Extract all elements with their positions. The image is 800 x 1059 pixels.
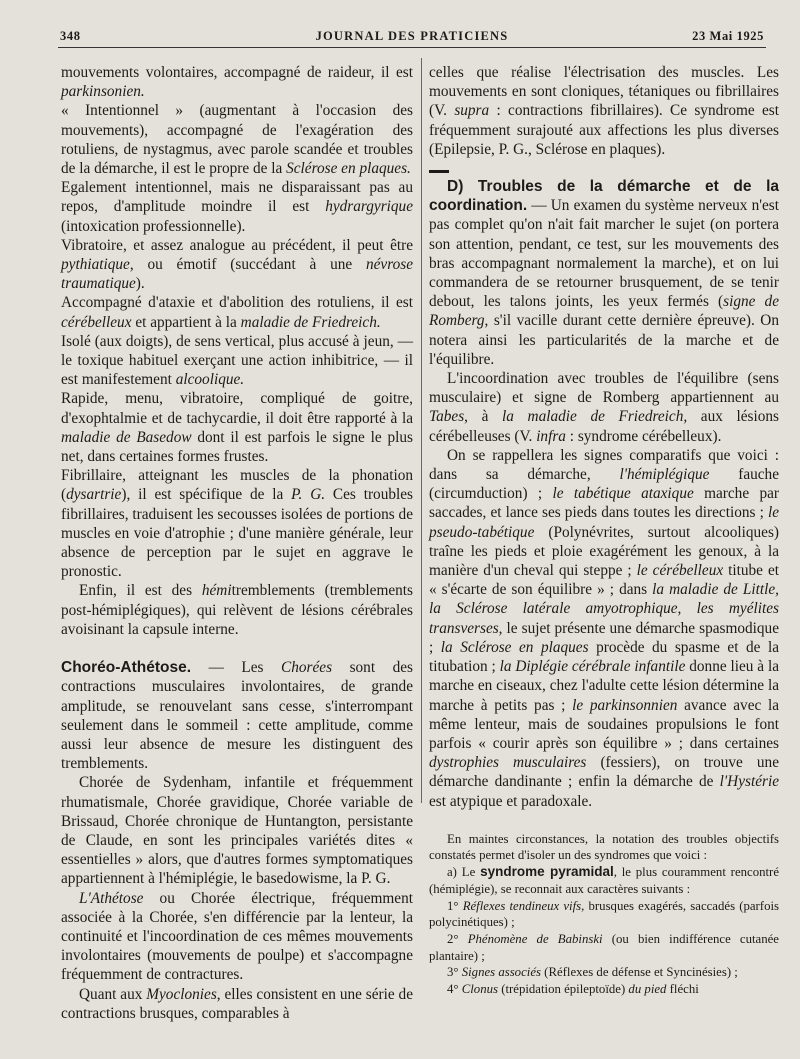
page-header bbox=[60, 27, 764, 47]
section-troubles-demarche: D) Troubles de la démarche et de la coordination. — Un examen du système nerveux n'est pas complet qu'on n'ait fait marcher le sujet (on portera son attention, pendant, ce test, sur les mouvements des bras accompagnant normalement la marche), et on lui commandera de se retourner brusquement, de se tenir debout, les talons joints, les yeux fermés (signe de Romberg, s'il vacille durant cette dernière épreuve). On notera ainsi les particularités de la marche et de l'équilibre. bbox=[429, 178, 779, 368]
paragraph: a) Le syndrome pyramidal, le plus couramment rencontré (hémiplégie), se reconnait aux caractères suivants : bbox=[429, 864, 779, 896]
paragraph: mouvements volontaires, accompagné de raideur, il est parkinsonien. bbox=[61, 64, 413, 101]
paragraph: Egalement intentionnel, mais ne disparaissant pas au repos, d'amplitude moindre il est hydrargyrique (intoxication professionnelle). bbox=[61, 179, 413, 235]
section-heading: D) Troubles de la démarche et de la coordination. bbox=[429, 178, 779, 215]
paragraph: Rapide, menu, vibratoire, compliqué de goitre, d'exophtalmie et de tachycardie, il doit être rapporté à la maladie de Basedow dont il est parfois le signe le plus net, dans certaines formes frustes. bbox=[61, 390, 413, 466]
paragraph: Vibratoire, et assez analogue au précédent, il peut être pythiatique, ou émotif (succédant à une névrose traumatique). bbox=[61, 236, 413, 293]
paragraph: On se rappellera les signes comparatifs que voici : dans sa démarche, l'hémiplégique fauche (circumduction) ; le tabétique ataxique marche par saccades, et lance ses pieds dans toutes les directions ; le pseudo-tabétique (Polynévrites, surtout alcooliques) traîne les pieds et ploie exagérément les genoux, à la manière d'un cheval qui steppe ; le cérébelleux titube et « s'écarte de son équilibre » ; dans la maladie de Little, la Sclérose latérale amyotrophique, les myélites transverses, le sujet présente une démarche spasmodique ; la Sclérose en plaques procède du spasme et de la titubation ; la Diplégie cérébrale infantile donne lieu à la marche en ciseaux, chez l'adulte cette lésion détermine la marche à petits pas ; le parkinsonnien avance avec la même lenteur, mais de soudaines propulsions le font parfois « courir après son équilibre » ; dans certaines dystrophies musculaires (fessiers), on trouve une démarche dandinante ; enfin la démarche de l'Hystérie est atypique et paradoxale. bbox=[429, 446, 780, 810]
page-number: 348 bbox=[60, 29, 81, 43]
section-separator: ▬▬ bbox=[429, 165, 449, 177]
section-choreo-athetose: Choréo-Athétose. — Les Chorées sont des contractions musculaires involontaires, de grande amplitude, se renouvelant sans cesse, s'interrompant seulement dans le sommeil : cette amplitude, comme aussi leur absence de mesure les distinguent des tremblements. bbox=[61, 659, 413, 773]
list-item: 3° Signes associés (Réflexes de défense et Syncinésies) ; bbox=[447, 965, 738, 980]
syndrome-heading: syndrome pyramidal bbox=[480, 864, 614, 880]
paragraph: L'Athétose ou Chorée électrique, fréquemment associée à la Chorée, s'en différencie par la lenteur, la continuité et l'incoordination de ces mêmes mouvements involontaires (mouvements de poulpe) et s'accompagne fréquemment de contractures. bbox=[61, 889, 413, 984]
paragraph: « Intentionnel » (augmentant à l'occasion des mouvements), accompagné de l'exagération des rotuliens, de nystagmus, avec parole scandée et troubles de la démarche, il est le propre de la Sclérose en plaques. bbox=[61, 102, 413, 178]
paragraph: Fibrillaire, atteignant les muscles de la phonation (dysartrie), il est spécifique de la P. G. Ces troubles fibrillaires, traduisent les secousses isolées de portions de muscles en voie d'atrophie ; d'une manière générale, leur absence de perception par le sujet en aggrave le pronostic. bbox=[61, 467, 413, 581]
paragraph: Chorée de Sydenham, infantile et fréquemment rhumatismale, Chorée gravidique, Chorée variable de Brissaud, Chorée chronique de Huntangton, persistante de Claude, en sont les principales variétés dites « essentielles » alors, que d'autres formes symptomatiques appartiennent à l'hémiplégie, le basedowisme, la P. G. bbox=[61, 774, 413, 888]
paragraph: Quant aux Myoclonies, elles consistent en une série de contractions brusques, comparables à bbox=[61, 985, 413, 1022]
paragraph: celles que réalise l'électrisation des muscles. Les mouvements en sont cloniques, tétaniques ou fibrillaires (V. supra : contractions fibrillaires). Ce syndrome est fréquemment surajouté aux affections les plus diverses (Epilepsie, P. G., Sclérose en plaques). bbox=[429, 64, 779, 158]
list-item: 1° Réflexes tendineux vifs, brusques exagérés, saccadés (parfois polycinétiques) ; bbox=[429, 898, 779, 930]
column-divider bbox=[421, 58, 422, 803]
list-item: 2° Phénomène de Babinski (ou bien indifférence cutanée plantaire) ; bbox=[429, 931, 779, 963]
paragraph: Isolé (aux doigts), de sens vertical, plus accusé à jeun, — le toxique habituel exerçant une action inhibitrice, — il est manifestement alcoolique. bbox=[61, 332, 413, 389]
paragraph: En maintes circonstances, la notation des troubles objectifs constatés permet d'isoler un des syndromes que voici : bbox=[429, 831, 779, 863]
paragraph: L'incoordination avec troubles de l'équilibre (sens musculaire) et signe de Romberg appartiennent au Tabes, à la maladie de Friedreich, aux lésions cérébelleuses (V. infra : syndrome cérébelleux). bbox=[429, 370, 779, 445]
issue-date: 23 Mai 1925 bbox=[692, 29, 764, 43]
left-column bbox=[61, 63, 413, 1023]
journal-title: JOURNAL DES PRATICIENS bbox=[315, 29, 509, 43]
header-rule bbox=[58, 47, 766, 48]
section-heading: Choréo-Athétose. bbox=[61, 659, 192, 677]
list-item: 4° Clonus (trépidation épileptoïde) du pied fléchi bbox=[447, 982, 699, 997]
syndromes-note bbox=[429, 831, 779, 998]
paragraph: Accompagné d'ataxie et d'abolition des rotuliens, il est cérébelleux et appartient à la maladie de Friedreich. bbox=[61, 294, 413, 331]
paragraph: Enfin, il est des hémitremblements (tremblements post-hémiplégiques), qui relèvent de lésions cérébrales avoisinant la capsule interne. bbox=[61, 582, 413, 638]
right-column bbox=[429, 63, 779, 998]
